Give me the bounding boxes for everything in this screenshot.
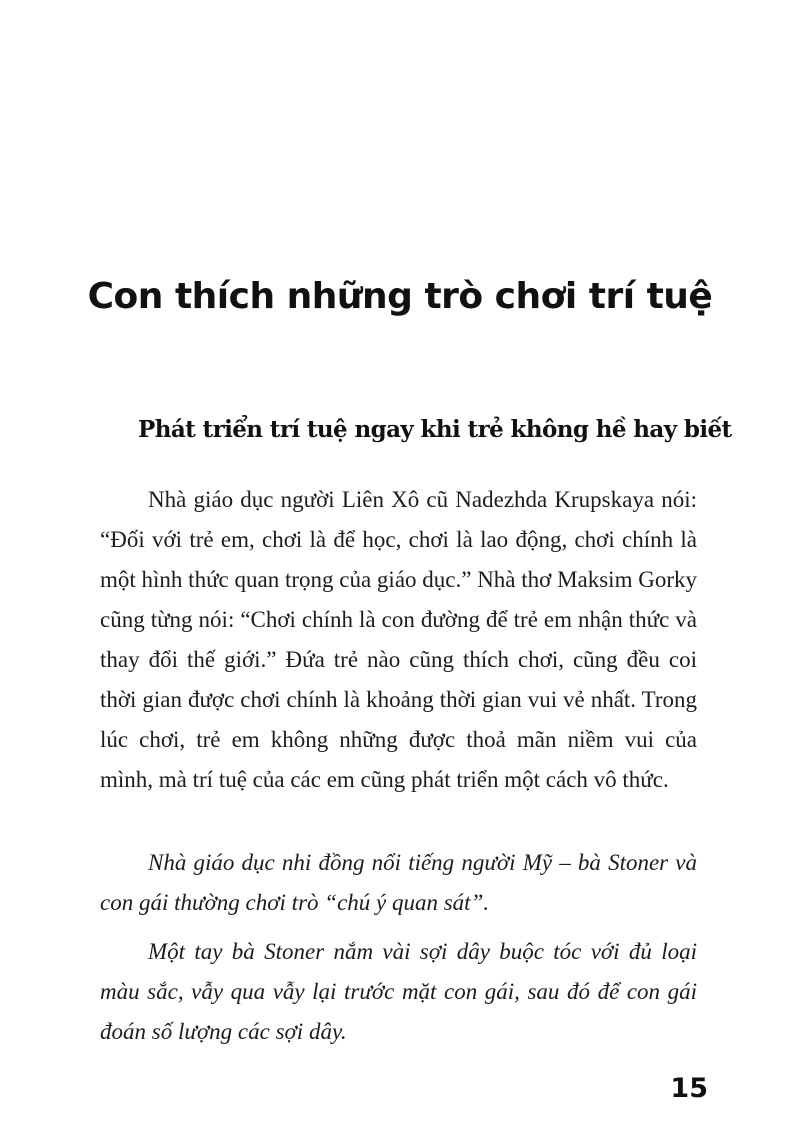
page-number: 15 — [670, 1073, 708, 1104]
body-paragraph-1: Nhà giáo dục người Liên Xô cũ Nadezhda Krupskaya nói: “Đối với trẻ em, chơi là để học, chơi là lao động, chơi chính là một hình thức quan trọng của giáo dục.” Nhà thơ Maksim Gorky cũng từng nói: “Chơi chính là con đường để trẻ em nhận thức và thay đổi thế giới.” Đứa trẻ nào cũng thích chơi, cũng đều coi thời gian được chơi chính là khoảng thời gian vui vẻ nhất. Trong lúc chơi, trẻ em không những được thoả mãn niềm vui của mình, mà trí tuệ của các em cũng phát triển một cách vô thức. — [100, 487, 697, 792]
body-paragraph-2: Nhà giáo dục nhi đồng nổi tiếng người Mỹ – bà Stoner và con gái thường chơi trò “chú ý quan sát”. — [100, 850, 697, 915]
body-paragraph-3: Một tay bà Stoner nắm vài sợi dây buộc tóc với đủ loại màu sắc, vẫy qua vẫy lại trước mặt con gái, sau đó để con gái đoán số lượng các sợi dây. — [100, 939, 697, 1044]
chapter-title: Con thích những trò chơi trí tuệ — [87, 276, 713, 317]
section-heading: Phát triển trí tuệ ngay khi trẻ không hề hay biết — [138, 416, 732, 443]
